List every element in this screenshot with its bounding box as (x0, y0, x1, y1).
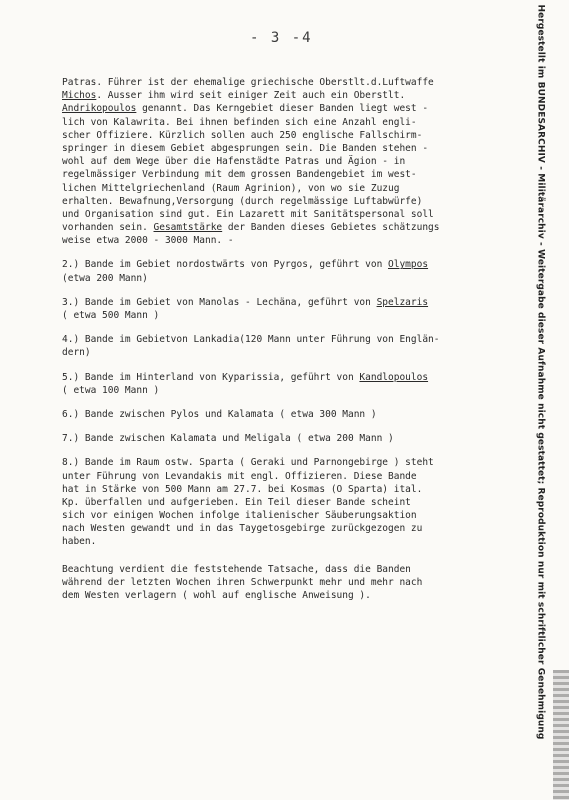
text-line: (etwa 200 Mann) (62, 272, 148, 284)
text-line: 6.) Bande zwischen Pylos und Kalamata ( etwa 300 Mann ) (62, 408, 377, 420)
scan-edge-mark (553, 670, 569, 800)
text-fragment: der Banden dieses Gebietes schätzungs (222, 222, 440, 234)
text-line: scher Offiziere. Kürzlich sollen auch 250 englische Fallschirm- (62, 129, 423, 141)
name-andrikopoulos: Andrikopoulos (62, 103, 137, 115)
document-body (62, 76, 517, 602)
text-line: und Organisation sind gut. Ein Lazarett mit Sanitätspersonal soll (62, 208, 434, 220)
text-line: 4.) Bande im Gebietvon Lankadia(120 Mann unter Führung von Englän- (62, 334, 440, 346)
list-item-2 (62, 258, 517, 284)
text-line (62, 102, 517, 115)
text-fragment: 2.) Bande im Gebiet nordostwärts von Pyrgos, geführt von (62, 259, 389, 271)
gesamtstaerke-heading: Gesamtstärke (153, 222, 223, 234)
name-spelzaris: Spelzaris (376, 296, 429, 308)
name-kandlopoulos: Kandlopoulos (359, 371, 429, 383)
text-line (62, 371, 517, 384)
text-line: hat in Stärke von 500 Mann am 27.7. bei Kosmas (O Sparta) ital. (62, 483, 423, 495)
text-fragment: 5.) Bande im Hinterland von Kyparissia, geführt von (62, 371, 360, 383)
text-line: während der letzten Wochen ihren Schwerpunkt mehr und mehr nach (62, 576, 423, 588)
text-line: regelmässiger Verbindung mit dem grossen Bandengebiet im west- (62, 169, 417, 181)
archive-stamp (528, 4, 552, 740)
text-line: Kp. überfallen und aufgerieben. Ein Teil dieser Bande scheint (62, 496, 411, 508)
text-line (62, 258, 517, 271)
list-item-6 (62, 408, 517, 421)
name-olympos: Olympos (388, 259, 429, 271)
text-line: haben. (62, 536, 97, 548)
list-item-7 (62, 432, 517, 445)
text-line: springer in diesem Gebiet abgesprungen sein. Die Banden stehen - (62, 142, 429, 154)
list-item-3 (62, 296, 517, 322)
text-line: Beachtung verdient die feststehende Tatsache, dass die Banden (62, 563, 411, 575)
list-item-4 (62, 333, 517, 359)
archive-stamp-text: Hergestellt im BUNDESARCHIV - Militärarchiv - Weitergabe dieser Aufnahme nicht gestattet; Reproduktion nur mit schriftlicher Genehmigung (535, 4, 546, 740)
text-fragment: vorhanden sein. (62, 222, 154, 234)
text-line: nach Westen gewandt und in das Taygetosgebirge zurückgezogen zu (62, 523, 423, 535)
text-line: lichen Mittelgriechenland (Raum Agrinion), von wo sie Zuzug (62, 182, 400, 194)
list-item-5 (62, 371, 517, 397)
text-line: 8.) Bande im Raum ostw. Sparta ( Geraki und Parnongebirge ) steht (62, 457, 434, 469)
text-fragment: genannt. Das Kerngebiet dieser Banden liegt west - (136, 103, 429, 115)
text-line: wohl auf dem Wege über die Hafenstädte Patras und Ägion - in (62, 156, 406, 168)
text-line: erhalten. Bewafnung,Versorgung (durch regelmässige Luftabwürfe) (62, 195, 423, 207)
text-line: sich vor einigen Wochen infolge italienischer Säuberungsaktion (62, 510, 417, 522)
text-line: dern) (62, 347, 91, 359)
text-line: dem Westen verlagern ( wohl auf englische Anweisung ). (62, 590, 371, 601)
text-line (62, 89, 517, 102)
text-line: unter Führung von Levandakis mit engl. Offizieren. Diese Bande (62, 470, 417, 482)
name-michos: Michos (62, 90, 97, 102)
text-line: 7.) Bande zwischen Kalamata und Meligala ( etwa 200 Mann ) (62, 433, 394, 445)
text-line: lich von Kalawrita. Bei ihnen befinden sich eine Anzahl engli- (62, 116, 417, 128)
text-line: ( etwa 100 Mann ) (62, 384, 160, 396)
text-line (62, 296, 517, 309)
list-item-8 (62, 456, 517, 548)
text-line: Patras. Führer ist der ehemalige griechische Oberstlt.d.Luftwaffe (62, 77, 434, 88)
paragraph-banden-patras (62, 76, 517, 247)
text-line (62, 221, 517, 234)
page-number: - 3 -4 (250, 30, 313, 46)
closing-paragraph (62, 563, 517, 603)
text-fragment: 3.) Bande im Gebiet von Manolas - Lechäna, geführt von (62, 296, 377, 308)
text-line: weise etwa 2000 - 3000 Mann. - (62, 235, 234, 247)
text-fragment: . Ausser ihm wird seit einiger Zeit auch ein Oberstlt. (96, 90, 406, 102)
text-line: ( etwa 500 Mann ) (62, 310, 160, 321)
